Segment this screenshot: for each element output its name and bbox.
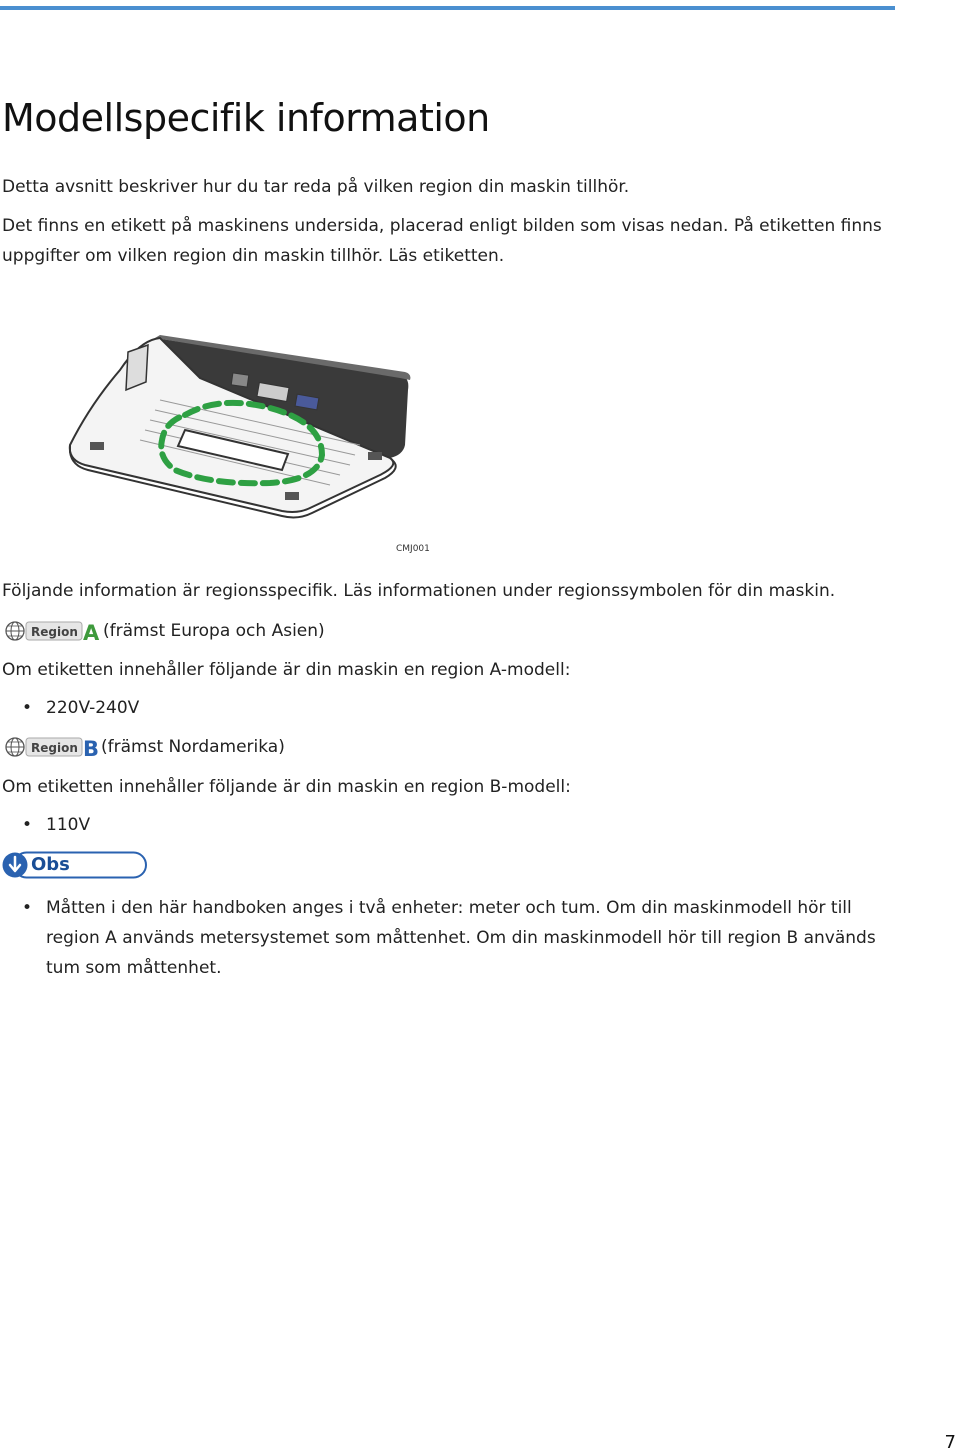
note-line-2: region A används metersystemet som måttenhet. Om din maskinmodell hör till region B används — [46, 928, 876, 948]
note-line-3: tum som måttenhet. — [46, 958, 222, 978]
globe-icon — [6, 738, 24, 756]
page-number: 7 — [944, 1432, 956, 1453]
label-location-line-1: Det finns en etikett på maskinens undersida, placerad enligt bilden som visas nedan. På etiketten finns — [2, 216, 882, 236]
region-b-voltage: 110V — [46, 815, 91, 835]
region-b-badge-letter: B — [83, 737, 100, 758]
note-header — [2, 851, 148, 879]
intro-paragraph: Detta avsnitt beskriver hur du tar reda på vilken region din maskin tillhör. — [2, 177, 630, 197]
region-b-badge-word: Region — [31, 741, 78, 755]
region-a-badge-letter: A — [83, 621, 100, 642]
bullet-marker: • — [22, 815, 33, 835]
region-a-suffix: (främst Europa och Asien) — [103, 621, 325, 641]
arrow-down-icon — [3, 853, 28, 878]
region-b-suffix: (främst Nordamerika) — [101, 737, 285, 757]
region-a-badge-word: Region — [31, 625, 78, 639]
region-a-description: Om etiketten innehåller följande är din maskin en region A-modell: — [2, 660, 571, 680]
bullet-marker: • — [22, 898, 33, 918]
figure-caption: CMJ001 — [396, 544, 430, 554]
label-location-line-2: uppgifter om vilken region din maskin tillhör. Läs etiketten. — [2, 246, 505, 266]
region-a-badge — [2, 620, 102, 642]
region-a-voltage: 220V-240V — [46, 698, 140, 718]
region-b-badge — [2, 736, 102, 758]
machine-underside-illustration — [60, 330, 420, 520]
region-b-description: Om etiketten innehåller följande är din maskin en region B-modell: — [2, 777, 571, 797]
globe-icon — [6, 622, 24, 640]
bullet-marker: • — [22, 698, 33, 718]
note-line-1: Måtten i den här handboken anges i två enheter: meter och tum. Om din maskinmodell hör till — [46, 898, 852, 918]
page-title: Modellspecifik information — [2, 96, 490, 140]
note-label: Obs — [31, 854, 70, 875]
region-specific-intro: Följande information är regionsspecifik. Läs informationen under regionssymbolen för din maskin. — [2, 581, 836, 601]
top-rule — [0, 6, 895, 10]
